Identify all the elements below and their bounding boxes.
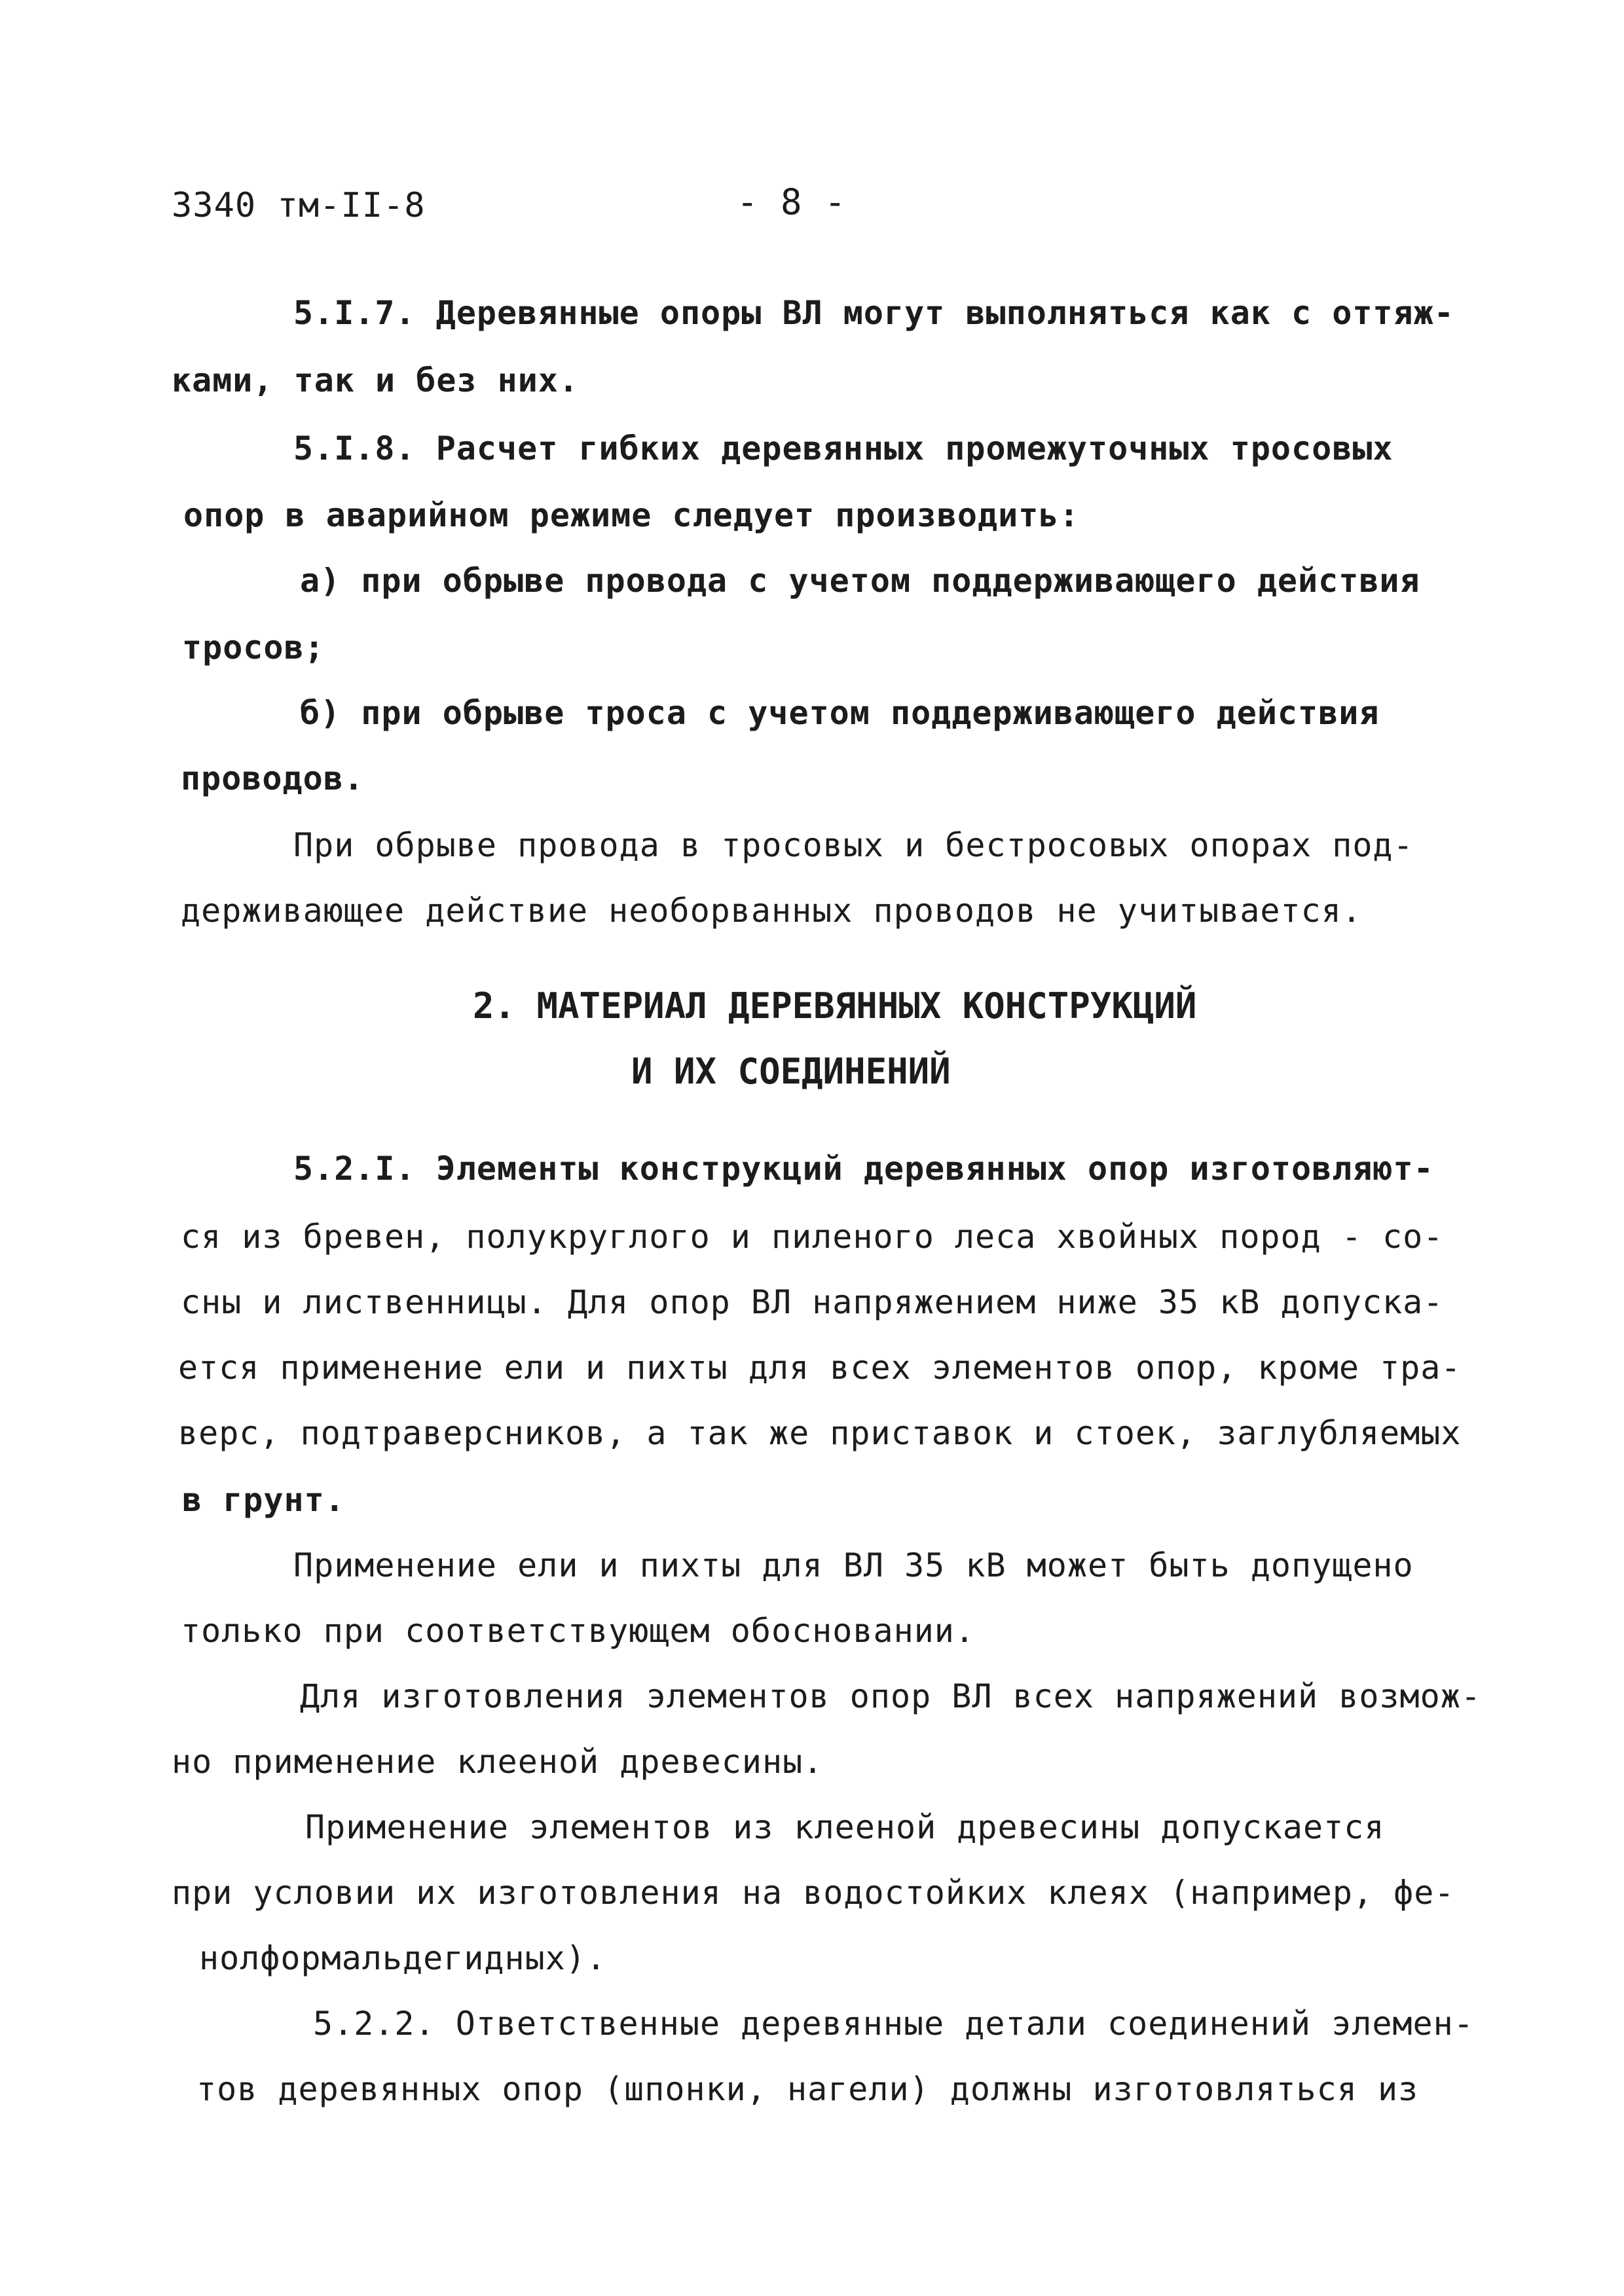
paragraph-glue-line-1: Применение элементов из клееной древесины допускается: [305, 1808, 1385, 1846]
paragraph-5-2-2-line-1: 5.2.2. Ответственные деревянные детали соединений элемен-: [313, 2005, 1474, 2043]
note-line-2: держивающее действие необорванных проводов не учитывается.: [181, 892, 1362, 930]
chapter-title-line-2: И ИХ СОЕДИНЕНИЙ: [631, 1051, 951, 1092]
document-code: 3340 тм-II-8: [172, 186, 426, 225]
paragraph-5-2-1-line-6: в грунт.: [182, 1481, 345, 1519]
item-b-line-1: б) при обрыве троса с учетом поддерживающего действия: [300, 694, 1380, 732]
paragraph-glued-line-2: но применение клееной древесины.: [172, 1743, 824, 1781]
paragraph-5-2-1-line-2: ся из бревен, полукруглого и пиленого леса хвойных пород - со-: [181, 1218, 1444, 1256]
paragraph-fir-line-1: Применение ели и пихты для ВЛ 35 кВ может быть допущено: [293, 1546, 1414, 1584]
paragraph-glue-line-2: при условии их изготовления на водостойких клеях (например, фе-: [172, 1874, 1455, 1912]
paragraph-5-1-7-line-2: ками, так и без них.: [172, 361, 580, 399]
paragraph-5-2-2-line-2: тов деревянных опор (шпонки, нагели) должны изготовляться из: [196, 2070, 1419, 2108]
item-a-line-1: а) при обрыве провода с учетом поддерживающего действия: [300, 562, 1420, 600]
paragraph-fir-line-2: только при соответствующем обосновании.: [181, 1612, 975, 1650]
paragraph-glue-line-3: нолформальдегидных).: [199, 1939, 607, 1977]
paragraph-5-1-8-line-2: опор в аварийном режиме следует производить:: [183, 496, 1080, 534]
paragraph-5-2-1-line-1: 5.2.I. Элементы конструкций деревянных опор изготовляют-: [293, 1150, 1434, 1188]
paragraph-5-2-1-line-4: ется применение ели и пихты для всех элементов опор, кроме тра-: [178, 1349, 1462, 1387]
item-b-line-2: проводов.: [181, 759, 364, 797]
paragraph-5-2-1-line-5: верс, подтраверсников, а так же приставок и стоек, заглубляемых: [178, 1414, 1462, 1452]
paragraph-glued-line-1: Для изготовления элементов опор ВЛ всех напряжений возмож-: [300, 1677, 1481, 1715]
paragraph-5-2-1-line-3: сны и лиственницы. Для опор ВЛ напряжением ниже 35 кВ допуска-: [181, 1283, 1444, 1321]
item-a-line-2: тросов;: [182, 629, 325, 666]
chapter-title-line-1: 2. МАТЕРИАЛ ДЕРЕВЯННЫХ КОНСТРУКЦИЙ: [473, 985, 1197, 1027]
paragraph-5-1-7-line-1: 5.I.7. Деревянные опоры ВЛ могут выполняться как с оттяж-: [293, 294, 1454, 332]
page-number: - 8 -: [737, 181, 847, 223]
note-line-1: При обрыве провода в тросовых и бестросовых опорах под-: [293, 826, 1414, 864]
paragraph-5-1-8-line-1: 5.I.8. Расчет гибких деревянных промежуточных тросовых: [293, 429, 1393, 467]
